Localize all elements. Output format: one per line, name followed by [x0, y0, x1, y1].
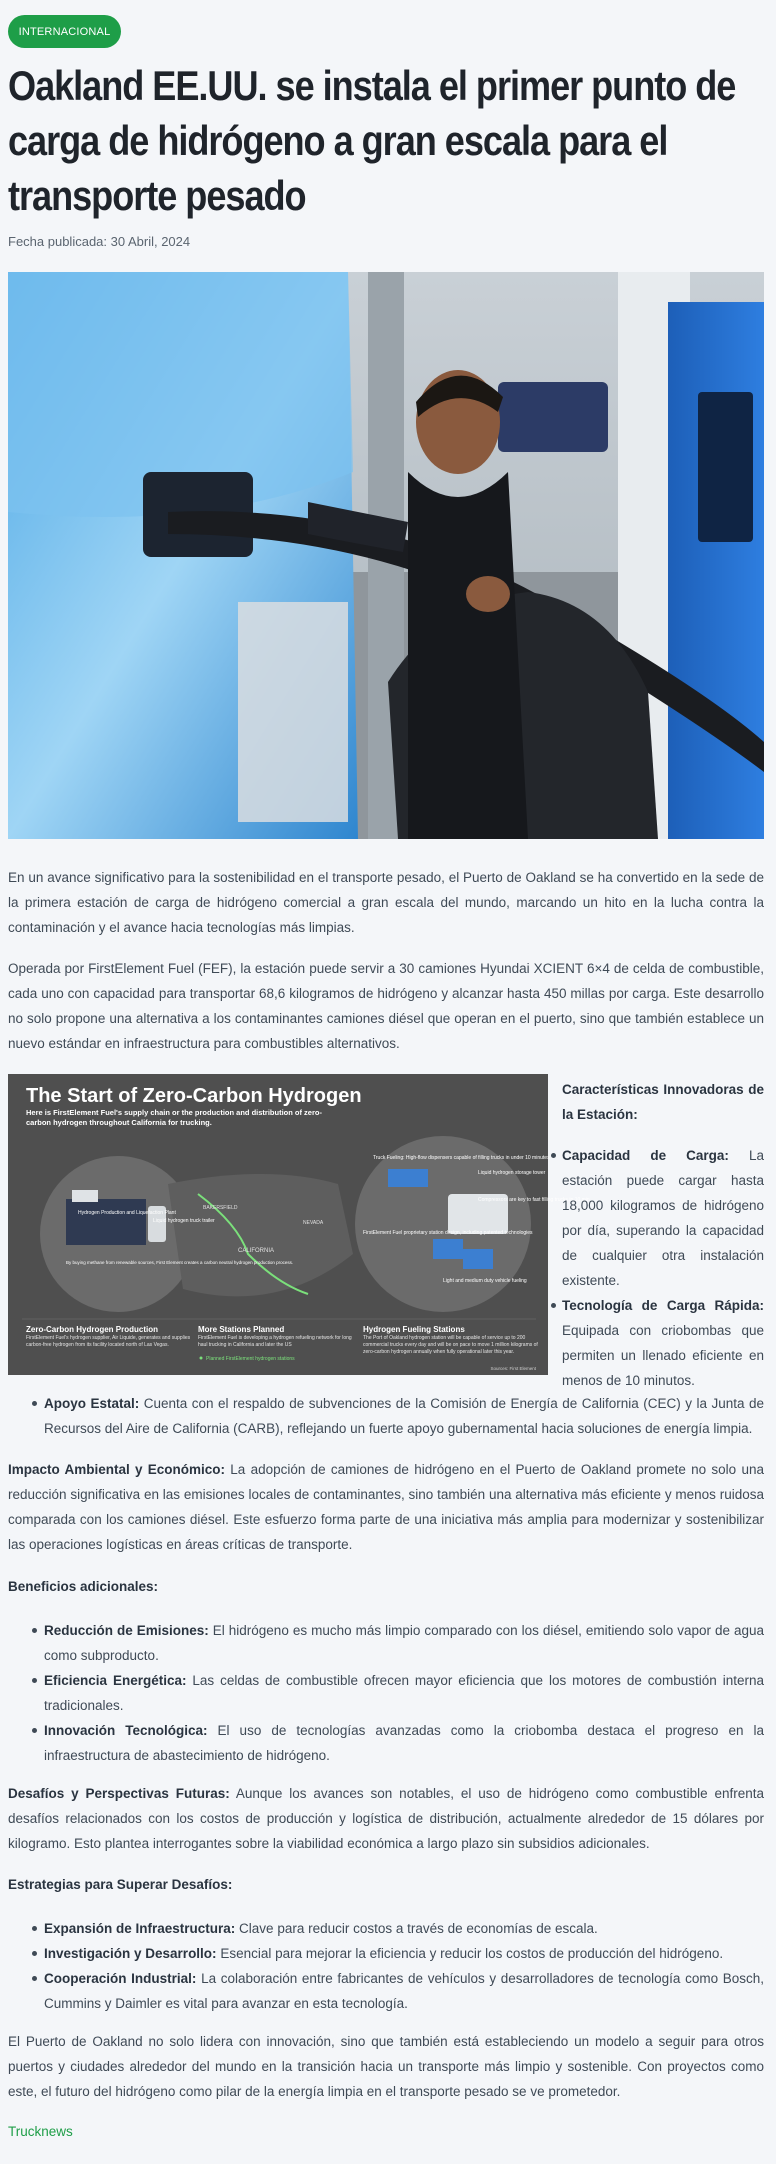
infographic-label-compressors: Compressors are key to fast filling trucks in 10 min.	[478, 1197, 592, 1203]
source-link[interactable]: Trucknews	[8, 2124, 73, 2139]
infographic-col1-text: FirstElement Fuel's hydrogen supplier, Air Liquide, generates and supplies carbon-free hydrogen from its facility located north of Las Vegas.	[26, 1335, 191, 1348]
features-heading: Características Innovadoras de la Estación:	[562, 1082, 764, 1122]
list-item	[8, 1941, 764, 1966]
strategy-term: Expansión de Infraestructura:	[44, 1921, 236, 1936]
strategies-heading	[8, 1872, 764, 1897]
list-item	[562, 1293, 764, 1393]
strategy-term: Cooperación Industrial:	[44, 1971, 197, 1986]
hero-photo	[8, 272, 764, 839]
list-item	[8, 1916, 764, 1941]
list-item	[562, 1143, 764, 1293]
article-title: Oakland EE.UU. se instala el primer punto de carga de hidrógeno a gran escala para el transporte pesado	[8, 62, 736, 219]
intro-paragraph-2: Operada por FirstElement Fuel (FEF), la estación puede servir a 30 camiones Hyundai XCIENT 6×4 de celda de combustible, cada uno con capacidad para transportar 68,6 kilogramos de hidrógeno y alcanzar hasta 450 millas por carga. Este desarrollo no solo propone una alternativa a los contaminantes camiones diésel que operan en el puerto, sino que también establece un nuevo estándar en infraestructura para combustibles alternativos.	[8, 961, 764, 1051]
infographic-col3-heading: Hydrogen Fueling Stations	[363, 1325, 465, 1334]
benefits-heading	[8, 1574, 764, 1599]
features-sidebar	[562, 1077, 764, 1393]
benefits-heading-text: Beneficios adicionales:	[8, 1579, 159, 1594]
feature-term: Tecnología de Carga Rápida:	[562, 1298, 764, 1313]
impact-term: Impacto Ambiental y Económico:	[8, 1462, 226, 1477]
intro-paragraph-1: En un avance significativo para la sostenibilidad en el transporte pesado, el Puerto de Oakland se ha convertido en la sede de la primera estación de carga de hidrógeno comercial a gran escala del mundo, marcando un hito en la lucha contra la contaminación y el avance hacia tecnologías más limpias.	[8, 870, 764, 935]
features-list	[562, 1143, 764, 1393]
feature-text: La estación puede cargar hasta 18,000 kilogramos de hidrógeno por día, superando la capacidad de cualquier otra instalación existente.	[562, 1148, 764, 1288]
infographic-label-liquid-trailer: Liquid hydrogen truck trailer	[153, 1218, 215, 1224]
feature-text: Cuenta con el respaldo de subvenciones de la Comisión de Energía de California (CEC) y la Junta de Recursos del Aire de California (CARB), reflejando un fuerte apoyo gubernamental hacia soluciones de energía limpia.	[44, 1396, 764, 1436]
list-item	[8, 1391, 764, 1441]
benefit-text: Las celdas de combustible ofrecen mayor eficiencia que los motores de combustión interna tradicionales.	[44, 1673, 764, 1713]
infographic-label-station-design: FirstElement Fuel proprietary station design, including patented technologies	[363, 1230, 533, 1236]
infographic-title: The Start of Zero-Carbon Hydrogen	[26, 1085, 362, 1107]
benefit-text: El uso de tecnologías avanzadas como la criobomba destaca el progreso en la infraestructura de abastecimiento de hidrógeno.	[44, 1723, 764, 1763]
hero-illustration	[8, 272, 764, 839]
infographic-illustration	[8, 1074, 592, 1375]
feature-term: Capacidad de Carga:	[562, 1148, 729, 1163]
strategies-heading-text: Estrategias para Superar Desafíos:	[8, 1877, 233, 1892]
infographic-col2-legend: Planned FirstElement hydrogen stations	[206, 1356, 295, 1362]
strategy-text: La colaboración entre fabricantes de vehículos y desarrolladores de tecnología como Bosch, Cummins y Daimler es vital para avanzar en esta tecnología.	[44, 1971, 764, 2011]
infographic-label-biomethane: By buying methane from renewable sources, First Element creates a carbon neutral hydrogen production process.	[66, 1260, 294, 1265]
list-item	[8, 1718, 764, 1768]
infographic	[8, 1074, 592, 1375]
benefit-text: El hidrógeno es mucho más limpio comparado con los diésel, emitiendo solo vapor de agua como subproducto.	[44, 1623, 764, 1663]
challenges-term: Desafíos y Perspectivas Futuras:	[8, 1786, 230, 1801]
infographic-label-nevada: NEVADA	[303, 1220, 324, 1226]
feature-term: Apoyo Estatal:	[44, 1396, 140, 1411]
infographic-label-truck-fueling: Truck Fueling: High-flow dispensers capable of filling trucks in under 10 minutes	[373, 1155, 550, 1161]
infographic-col1-heading: Zero-Carbon Hydrogen Production	[26, 1325, 158, 1334]
list-item	[8, 1618, 764, 1668]
strategy-term: Investigación y Desarrollo:	[44, 1946, 217, 1961]
challenges-paragraph	[8, 1781, 764, 1856]
benefits-list	[8, 1618, 764, 1768]
benefit-term: Reducción de Emisiones:	[44, 1623, 209, 1638]
infographic-label-storage: Liquid hydrogen storage tower	[478, 1170, 546, 1176]
strategies-list	[8, 1916, 764, 2016]
infographic-col2-text: FirstElement Fuel is developing a hydrogen refueling network for long haul trucking in California and later the US	[198, 1335, 352, 1348]
infographic-col2-heading: More Stations Planned	[198, 1325, 285, 1334]
infographic-source: Sources: First Element	[490, 1366, 536, 1371]
strategy-text: Clave para reducir costos a través de economías de escala.	[235, 1921, 598, 1936]
infographic-label-california: CALIFORNIA	[238, 1248, 275, 1254]
benefit-term: Eficiencia Energética:	[44, 1673, 187, 1688]
features-list-continued	[8, 1391, 764, 1441]
infographic-label-bakersfield: BAKERSFIELD	[203, 1205, 238, 1211]
infographic-subtitle: Here is FirstElement Fuel's supply chain or the production and distribution of zero-carbon hydrogen throughout California for trucking.	[26, 1108, 322, 1127]
impact-paragraph	[8, 1457, 764, 1557]
publish-date: Fecha publicada: 30 Abril, 2024	[8, 234, 191, 249]
list-item	[8, 1668, 764, 1718]
feature-text: Equipada con criobombas que permiten un llenado eficiente en menos de 10 minutos.	[562, 1323, 764, 1388]
list-item	[8, 1966, 764, 2016]
strategy-text: Esencial para mejorar la eficiencia y reducir los costos de producción del hidrógeno.	[216, 1946, 724, 1961]
conclusion-paragraph: El Puerto de Oakland no solo lidera con innovación, sino que también está estableciendo un modelo a seguir para otros puertos y ciudades alrededor del mundo en la transición hacia un transporte más limpio y sostenible. Con proyectos como este, el futuro del hidrógeno como pilar de la energía limpia en el transporte pesado se ve prometedor.	[8, 2034, 764, 2099]
infographic-col3-text: The Port of Oakland hydrogen station will be capable of service up to 200 commercial trucks every day and will be on pace to move 1 million kilograms of zero-carbon hydrogen annually when fully operational later this year.	[363, 1335, 538, 1355]
infographic-label-light-medium: Light and medium duty vehicle fueling	[443, 1278, 527, 1284]
category-badge[interactable]: INTERNACIONAL	[8, 15, 121, 48]
challenges-text: Aunque los avances son notables, el uso de hidrógeno como combustible enfrenta desafíos relacionados con los costos de producción y logística de distribución, actualmente alrededor de 15 dólares por kilogramo. Esto plantea interrogantes sobre la viabilidad económica a largo plazo sin subsidios adicionales.	[8, 1786, 764, 1851]
benefit-term: Innovación Tecnológica:	[44, 1723, 208, 1738]
impact-text: La adopción de camiones de hidrógeno en el Puerto de Oakland promete no solo una reducción significativa en las emisiones locales de contaminantes, sino también una alternativa más eficiente y menos ruidosa comparada con los camiones diésel. Este esfuerzo forma parte de una iniciativa más amplia para modernizar y sostenibilizar las operaciones logísticas en áreas críticas de transporte.	[8, 1462, 764, 1552]
infographic-label-plant: Hydrogen Production and Liquefaction Plant	[78, 1210, 176, 1216]
